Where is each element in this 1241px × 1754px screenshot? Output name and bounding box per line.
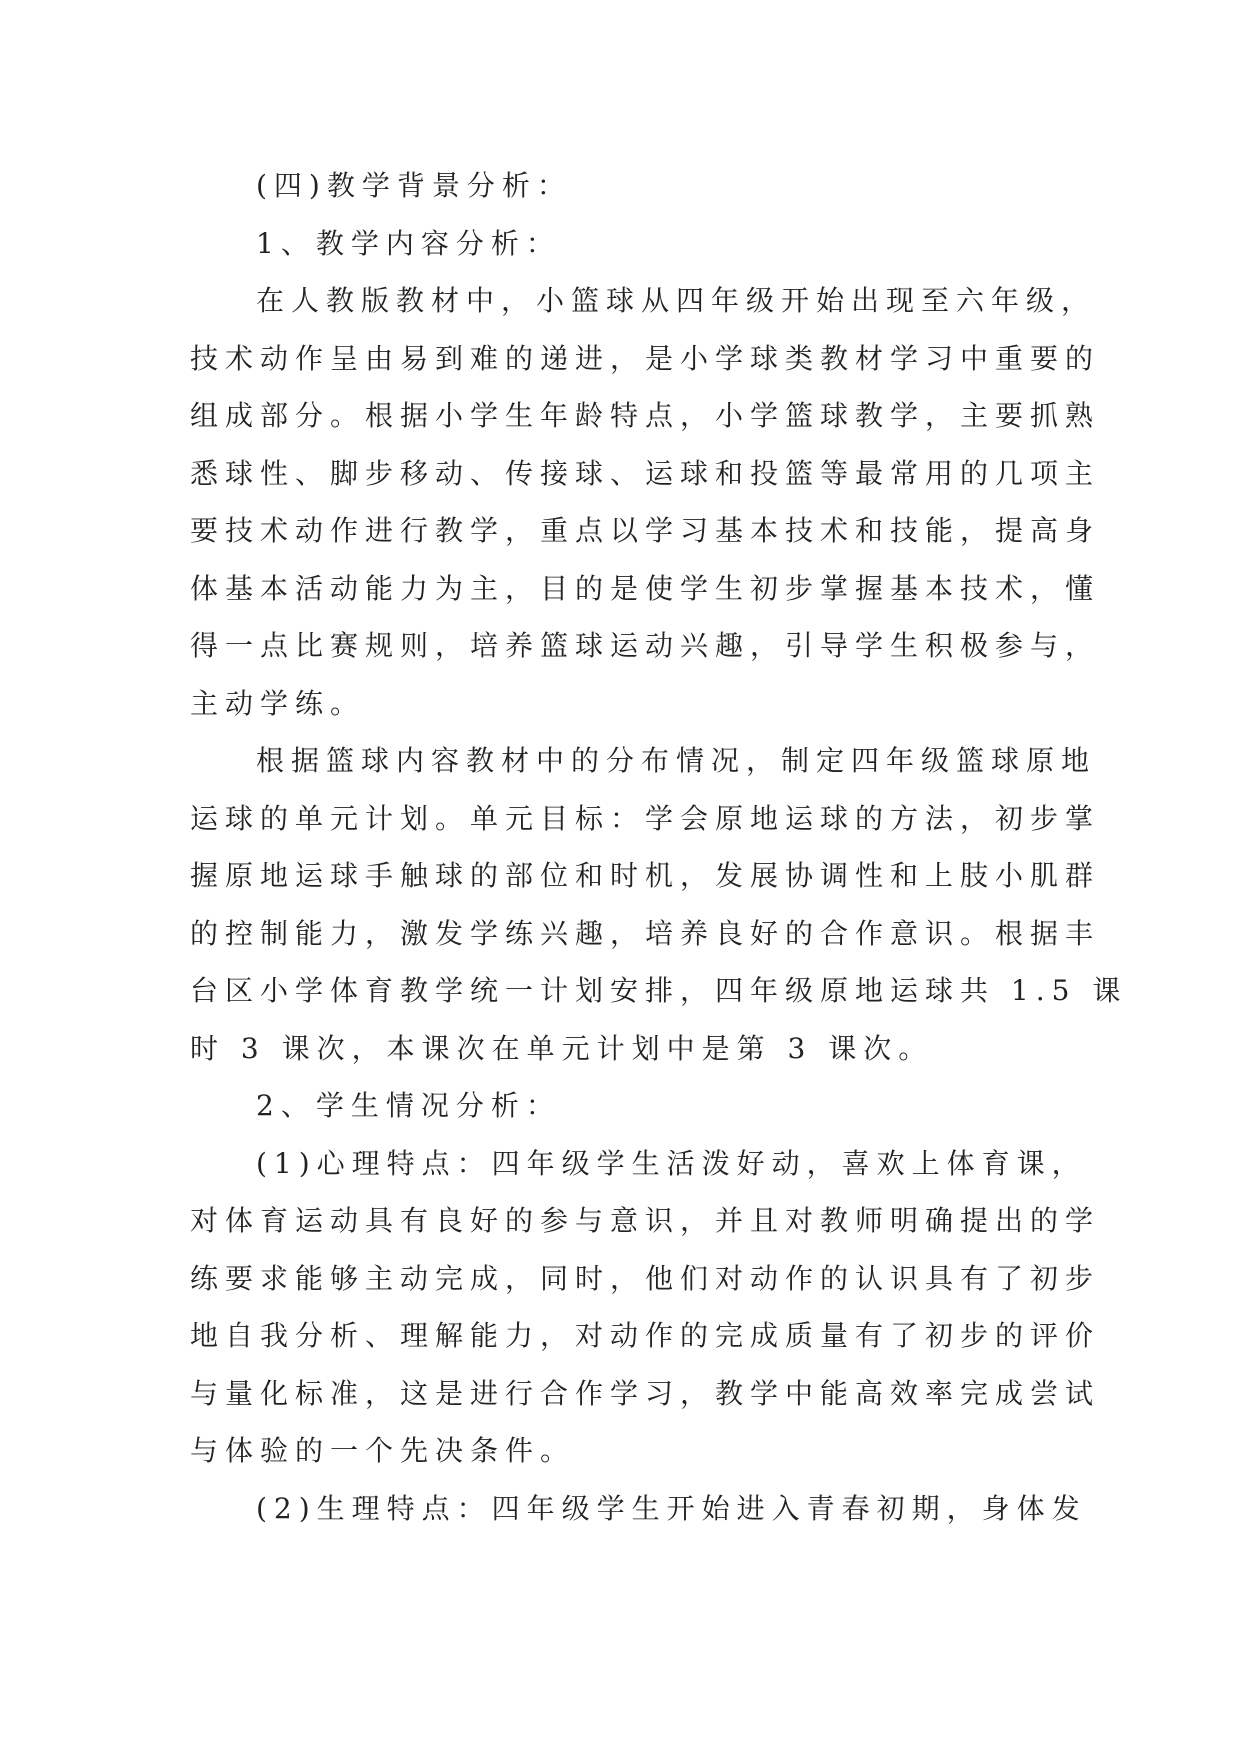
paragraph-line: 体基本活动能力为主，目的是使学生初步掌握基本技术，懂: [190, 571, 1101, 605]
document-body: [190, 157, 1128, 1537]
section-heading: (四)教学背景分析：: [256, 169, 572, 202]
paragraph-line: 练要求能够主动完成，同时，他们对动作的认识具有了初步: [190, 1261, 1101, 1295]
paragraph-line: 主动学练。: [190, 686, 366, 720]
paragraph-line: 根据篮球内容教材中的分布情况，制定四年级篮球原地: [256, 744, 1097, 777]
paragraph-line: 在人教版教材中，小篮球从四年级开始出现至六年级，: [256, 284, 1097, 317]
paragraph-line: 台区小学体育教学统一计划安排，四年级原地运球共 1.5 课: [190, 974, 1128, 1007]
paragraph-line: (1)心理特点：四年级学生活泼好动，喜欢上体育课，: [256, 1146, 1087, 1180]
paragraph-line: 与体验的一个先决条件。: [190, 1434, 576, 1467]
paragraph-line: 得一点比赛规则，培养篮球运动兴趣，引导学生积极参与，: [190, 629, 1101, 662]
paragraph-line: 组成部分。根据小学生年龄特点，小学篮球教学，主要抓熟: [190, 399, 1101, 432]
paragraph-line: 技术动作呈由易到难的递进，是小学球类教材学习中重要的: [190, 341, 1101, 375]
paragraph-line: 与量化标准，这是进行合作学习，教学中能高效率完成尝试: [190, 1376, 1101, 1410]
paragraph-line: 地自我分析、理解能力，对动作的完成质量有了初步的评价: [190, 1319, 1101, 1352]
subsection-heading: 1、教学内容分析：: [256, 226, 561, 260]
paragraph-line: 要技术动作进行教学，重点以学习基本技术和技能，提高身: [190, 514, 1101, 547]
paragraph-line: 悉球性、脚步移动、传接球、运球和投篮等最常用的几项主: [190, 456, 1101, 490]
paragraph-line: 时 3 课次，本课次在单元计划中是第 3 课次。: [190, 1031, 934, 1065]
paragraph-line: 对体育运动具有良好的参与意识，并且对教师明确提出的学: [190, 1204, 1101, 1237]
paragraph-line: 握原地运球手触球的部位和时机，发展协调性和上肢小肌群: [190, 859, 1101, 892]
subsection-heading: 2、学生情况分析：: [256, 1089, 561, 1122]
paragraph-line: 运球的单元计划。单元目标：学会原地运球的方法，初步掌: [190, 801, 1101, 835]
paragraph-line: (2)生理特点：四年级学生开始进入青春初期，身体发: [256, 1491, 1087, 1525]
paragraph-line: 的控制能力，激发学练兴趣，培养良好的合作意识。根据丰: [190, 916, 1101, 950]
